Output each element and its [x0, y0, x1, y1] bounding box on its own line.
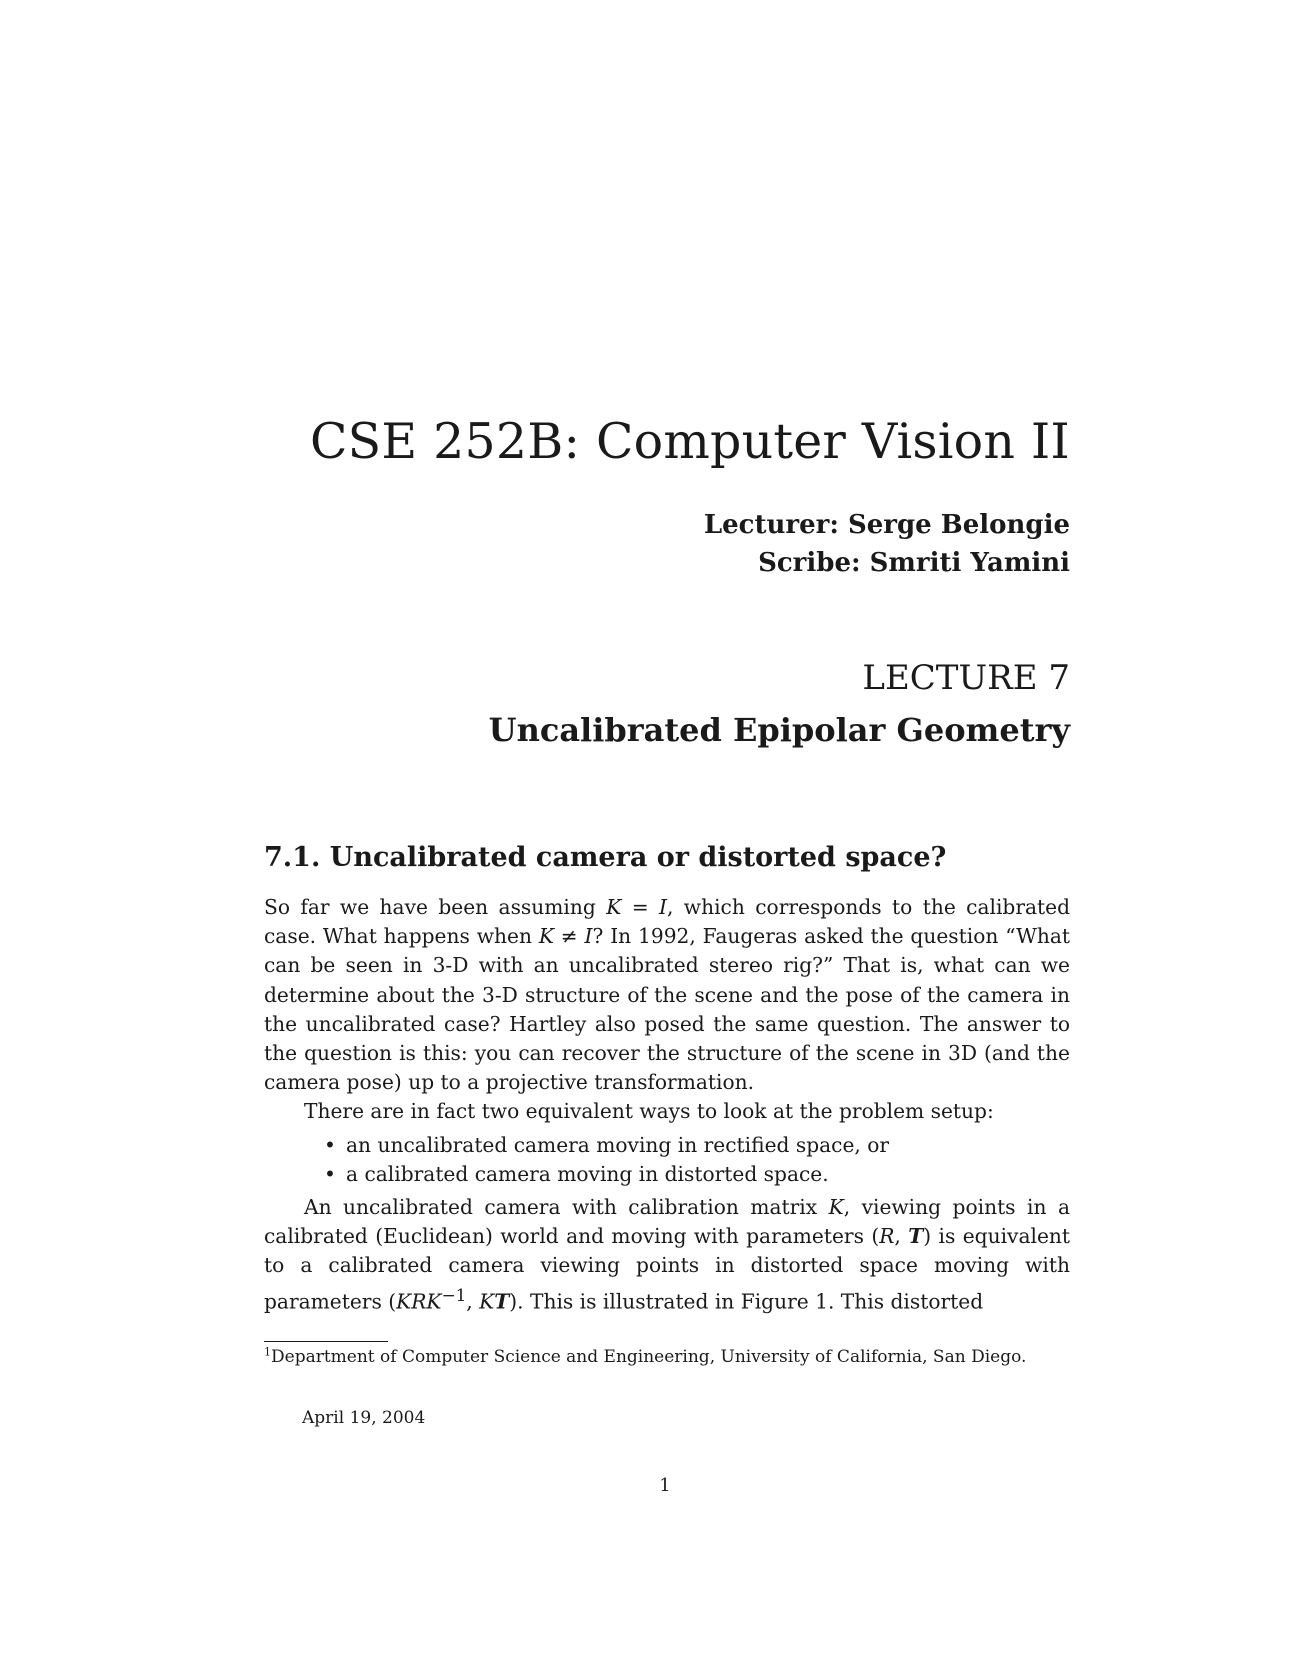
p3-math-t: T [908, 1224, 924, 1249]
list-item-text: a calibrated camera moving in distorted space. [346, 1161, 829, 1186]
lecture-title: Uncalibrated Epipolar Geometry [488, 711, 1070, 749]
p3-math-r: R [879, 1224, 895, 1249]
paragraph-3 [264, 1193, 1070, 1317]
section-heading: 7.1. Uncalibrated camera or distorted space? [264, 842, 947, 873]
list-item [324, 1131, 1070, 1160]
lecture-number: LECTURE 7 [862, 658, 1070, 698]
credits-block [470, 506, 1070, 582]
scribe-line: Scribe: Smriti Yamini [758, 548, 1070, 578]
p3-text-1: An uncalibrated camera with calibration matrix [304, 1195, 829, 1220]
bullet-icon: • [324, 1132, 336, 1157]
section-body [264, 893, 1070, 1317]
p1-math-k-not-equal-i: K ≠ I [538, 924, 593, 949]
bullet-list [264, 1131, 1070, 1189]
date: April 19, 2004 [302, 1408, 426, 1428]
footnote-text: Department of Computer Science and Engineering, University of California, San Diego. [271, 1347, 1027, 1367]
p1-math-k-equals-i: K = I [606, 895, 667, 919]
p3-text-3: ) is equivalent to a calibrated camera viewing points in distorted space moving with parameters ( [264, 1224, 1070, 1314]
p3-math-krk: KRK [396, 1289, 442, 1314]
list-item-text: an uncalibrated camera moving in rectified space, or [346, 1132, 890, 1157]
course-title: CSE 252B: Computer Vision II [309, 413, 1070, 470]
page-number: 1 [659, 1475, 671, 1496]
paragraph-1 [264, 893, 1070, 1097]
footnote-mark: 1 [264, 1345, 271, 1359]
p3-text-2: , viewing points in a calibrated (Euclidean) world and moving with parameters ( [264, 1195, 1070, 1249]
p3-math-k: K [828, 1195, 844, 1220]
p1-text-3: ? In 1992, Faugeras asked the question “What can be seen in 3-D with an uncalibrated stereo rig?” That is, what can we determine about the 3-D structure of the scene and the pose of the camera in the uncalibrated case? Hartley also posed the same question. The answer to the question is this: you can recover the structure of the scene in 3D (and the camera pose) up to a projective transformation. [264, 924, 1070, 1095]
p3-math-k2: K [479, 1289, 495, 1314]
p3-sep-2: , [466, 1289, 480, 1314]
list-item [324, 1160, 1070, 1189]
p1-text-2: , which corresponds to the calibrated case. What happens when [264, 895, 1071, 949]
lecturer-line: Lecturer: Serge Belongie [703, 510, 1070, 540]
p3-math-t2: T [494, 1289, 510, 1314]
footnote-rule [264, 1341, 388, 1342]
footnote [264, 1345, 1070, 1369]
p3-sep-1: , [894, 1224, 909, 1249]
p3-math-inverse: −1 [441, 1284, 467, 1305]
paragraph-2: There are in fact two equivalent ways to look at the problem setup: [304, 1099, 994, 1124]
p3-text-4: ). This is illustrated in Figure 1. This distorted [509, 1289, 984, 1314]
bullet-icon: • [324, 1161, 336, 1186]
p1-text-1: So far we have been assuming [264, 895, 607, 919]
